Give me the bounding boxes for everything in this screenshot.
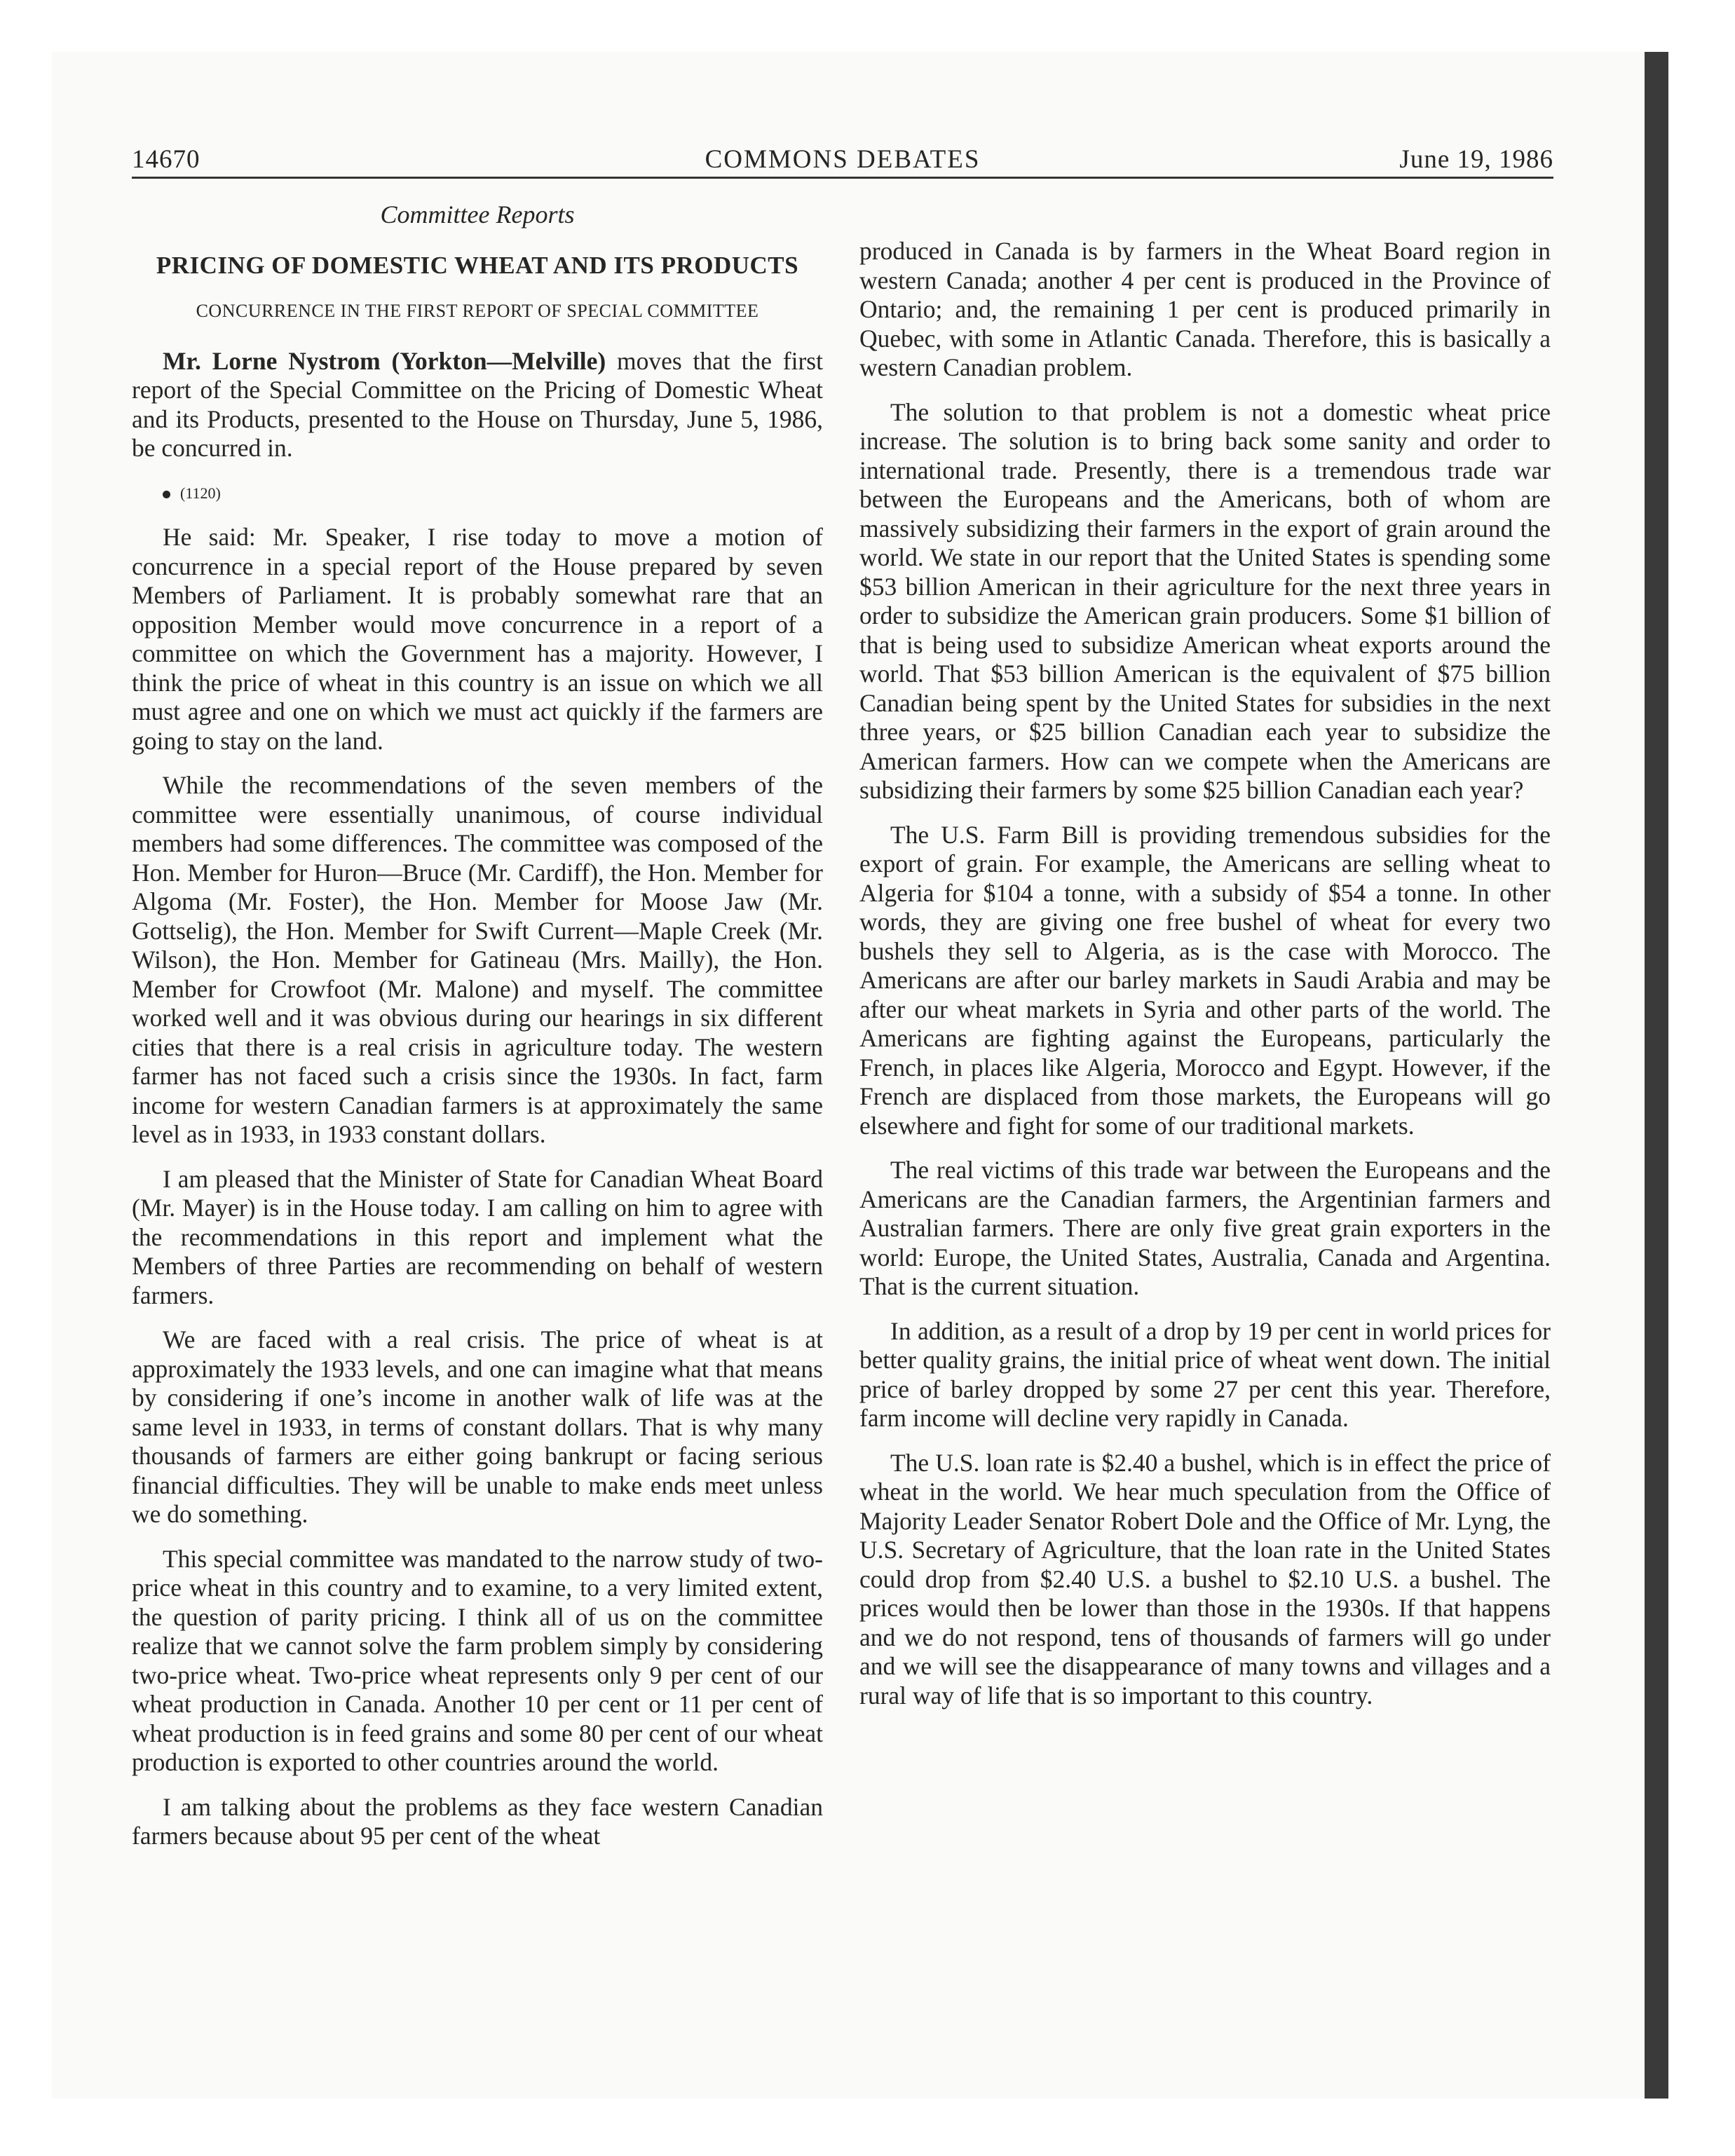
time-marker — [132, 479, 823, 508]
article-heading: PRICING OF DOMESTIC WHEAT AND ITS PRODUCTS — [156, 251, 799, 279]
paragraph: The U.S. Farm Bill is providing tremendous subsidies for the export of grain. For example, the Americans are selling wheat to Algeria for $104 a tonne, with a subsidy of $54 a tonne. In other words, they are giving one free bushel of wheat for every two bushels they sell to Algeria, as is the case with Morocco. The Americans are after our barley markets in Saudi Arabia and may be after our wheat markets in Syria and other parts of the world. The Americans are fighting against the Europeans, particularly the French, in places like Algeria, Morocco and Egypt. However, if the French are displaced from those markets, the Europeans will go elsewhere and fight for some of our traditional markets. — [859, 820, 1551, 1140]
scan-edge — [1645, 52, 1668, 2099]
publication-title: COMMONS DEBATES — [705, 145, 981, 174]
paragraph: In addition, as a result of a drop by 19 per cent in world prices for better quality grains, the initial price of wheat went down. The initial price of barley dropped by some 27 per cent this year. Therefore, farm income will decline very rapidly in Canada. — [859, 1316, 1551, 1432]
paragraph: I am pleased that the Minister of State for Canadian Wheat Board (Mr. Mayer) is in the House today. I am calling on him to agree with the recommendations in this report and implement what the Members of three Parties are recommending on behalf of western farmers. — [132, 1164, 823, 1309]
time-marker-text: (1120) — [180, 484, 221, 502]
section-title: Committee Reports — [380, 200, 575, 228]
paragraph: The solution to that problem is not a domestic wheat price increase. The solution is to bring back some sanity and order to international trade. Presently, there is a tremendous trade war between the Europeans and the Americans, both of whom are massively subsidizing their farmers in the export of grain around the world. We state in our report that the United States is spending some $53 billion American in their agriculture for the next three years in order to subsidize the American grain producers. Some $1 billion of that is being used to subsidize American wheat exports around the world. That $53 billion American is the equivalent of $75 billion Canadian being spent by the United States for subsidies in the next three years, or $25 billion Canadian each year to subsidize the American farmers. How can we compete when the Americans are subsidizing their farmers by some $25 billion Canadian each year? — [859, 397, 1551, 804]
motion-paragraph — [132, 347, 823, 463]
page-number: 14670 — [132, 145, 200, 174]
running-header — [132, 144, 1553, 179]
speaker-name: Mr. Lorne Nystrom (Yorkton—Melville) — [163, 346, 606, 375]
article-subheading: CONCURRENCE IN THE FIRST REPORT OF SPECIAL COMMITTEE — [196, 301, 759, 321]
bullet-icon — [163, 491, 170, 498]
paragraph: produced in Canada is by farmers in the Wheat Board region in western Canada; another 4 per cent is produced in the Province of Ontario; and, the remaining 1 per cent is produced primarily in Quebec, with some in Atlantic Canada. Therefore, this is basically a western Canadian problem. — [859, 237, 1551, 381]
motion-text: moves that the first report of the Special Committee on the Pricing of Domestic Wheat and its Products, presented to the House on Thursday, June 5, 1986, be concurred in. — [132, 346, 823, 462]
header-date: June 19, 1986 — [1399, 145, 1553, 174]
right-column — [859, 237, 1551, 1726]
paragraph: While the recommendations of the seven members of the committee were essentially unanimous, of course individual members had some differences. The committee was composed of the Hon. Member for Huron—Bruce (Mr. Cardiff), the Hon. Member for Algoma (Mr. Foster), the Hon. Member for Moose Jaw (Mr. Gottselig), the Hon. Member for Swift Current—Maple Creek (Mr. Wilson), the Hon. Member for Gatineau (Mrs. Mailly), the Hon. Member for Crowfoot (Mr. Malone) and myself. The committee worked well and it was obvious during our hearings in six different cities that there is a real crisis in agriculture today. The western farmer has not faced such a crisis since the 1930s. In fact, farm income for western Canadian farmers is at approximately the same level as in 1933, in 1933 constant dollars. — [132, 771, 823, 1148]
paragraph: This special committee was mandated to the narrow study of two-price wheat in this country and to examine, to a very limited extent, the question of parity pricing. I think all of us on the committee realize that we cannot solve the farm problem simply by considering two-price wheat. Two-price wheat represents only 9 per cent of our wheat production in Canada. Another 10 per cent or 11 per cent of wheat production is in feed grains and some 80 per cent of our wheat production is exported to other countries around the world. — [132, 1544, 823, 1776]
left-column — [132, 200, 823, 1867]
paragraph: The real victims of this trade war between the Europeans and the Americans are the Canadian farmers, the Argentinian farmers and Australian farmers. There are only five great grain exporters in the world: Europe, the United States, Australia, Canada and Argentina. That is the current situation. — [859, 1156, 1551, 1300]
paragraph: He said: Mr. Speaker, I rise today to move a motion of concurrence in a special report of the House prepared by seven Members of Parliament. It is probably somewhat rare that an opposition Member would move concurrence in a report of a committee on which the Government has a majority. However, I think the price of wheat in this country is an issue on which we all must agree and one on which we must act quickly if the farmers are going to stay on the land. — [132, 523, 823, 755]
header-rule — [132, 177, 1553, 179]
paragraph: I am talking about the problems as they face western Canadian farmers because about 95 per cent of the wheat — [132, 1792, 823, 1850]
paragraph: The U.S. loan rate is $2.40 a bushel, which is in effect the price of wheat in the world. We hear much speculation from the Office of Majority Leader Senator Robert Dole and the Office of Mr. Lyng, the U.S. Secretary of Agriculture, that the loan rate in the United States could drop from $2.40 U.S. a bushel to $2.10 U.S. a bushel. The prices would then be lower than those in the 1930s. If that happens and we do not respond, tens of thousands of farmers will go under and we will see the disappearance of many towns and villages and a rural way of life that is so important to this country. — [859, 1448, 1551, 1710]
paragraph: We are faced with a real crisis. The price of wheat is at approximately the 1933 levels, and one can imagine what that means by considering if one’s income in another walk of life was at the same level in 1933, in terms of constant dollars. That is why many thousands of farmers are either going bankrupt or facing serious financial difficulties. They will be unable to make ends meet unless we do something. — [132, 1325, 823, 1528]
